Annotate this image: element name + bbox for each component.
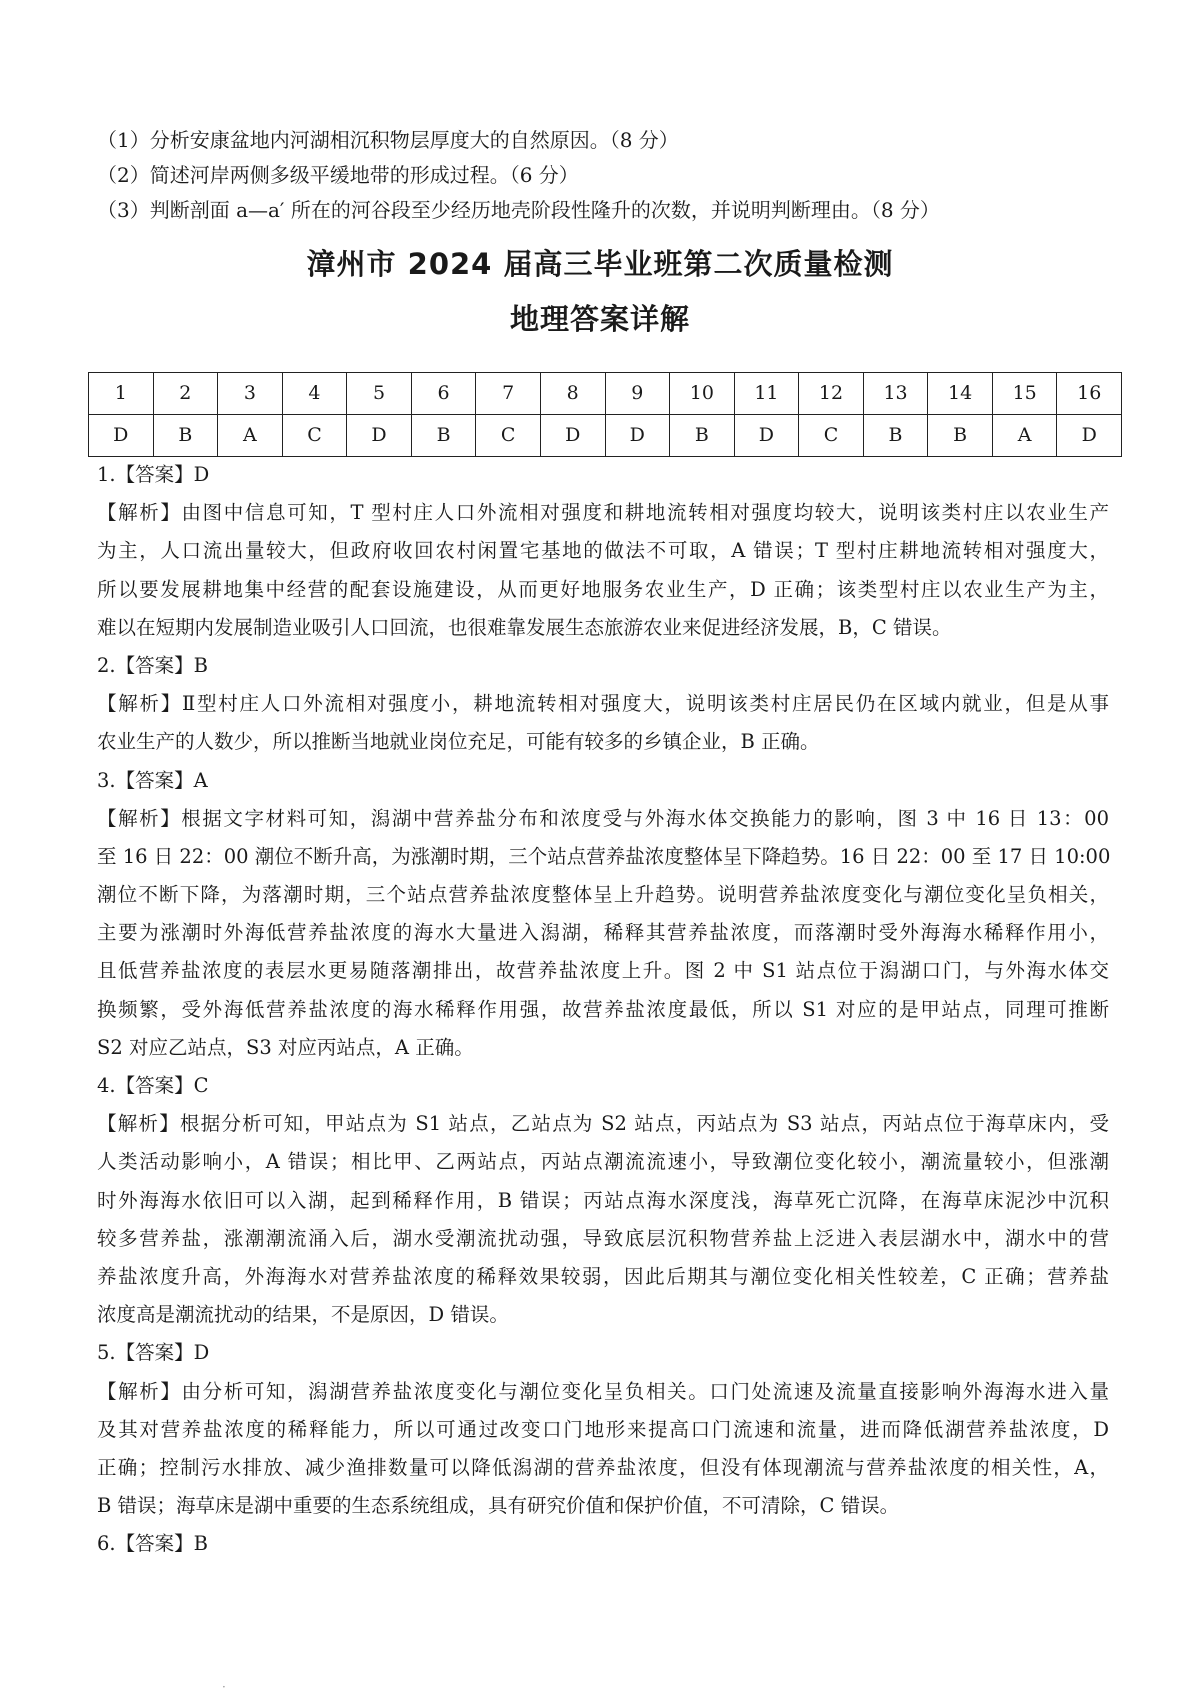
question-number-cell: 15 <box>992 373 1057 415</box>
explanation-line: 【解析】由图中信息可知，T 型村庄人口外流相对强度和耕地流转相对强度均较大，说明该类村庄以农业生产 <box>97 501 1109 525</box>
explanation-line: 【解析】Ⅱ型村庄人口外流相对强度小，耕地流转相对强度大，说明该类村庄居民仍在区域内就业，但是从事 <box>97 692 1109 716</box>
exam-title: 漳州市 2024 届高三毕业班第二次质量检测 <box>306 247 894 281</box>
question-number-cell: 16 <box>1057 373 1122 415</box>
explanation-line: 较多营养盐，涨潮潮流涌入后，湖水受潮流扰动强，导致底层沉积物营养盐上泛进入表层湖水中，湖水中的营 <box>97 1226 1109 1250</box>
question-number-cell: 5 <box>347 373 412 415</box>
answer-cell: C <box>476 415 541 457</box>
question-number-cell: 1 <box>89 373 154 415</box>
answer-cell: B <box>863 415 928 457</box>
answer-label: 1.【答案】D <box>97 463 210 486</box>
explanation-line: 且低营养盐浓度的表层水更易随落潮排出，故营养盐浓度上升。图 2 中 S1 站点位于潟湖口门，与外海水体交 <box>97 959 1109 983</box>
explanation-line: 浓度高是潮流扰动的结果，不是原因，D 错误。 <box>97 1303 509 1327</box>
explanation-line: 主要为涨潮时外海低营养盐浓度的海水大量进入潟湖，稀释其营养盐浓度，而落潮时受外海海水稀释作用小， <box>97 921 1109 945</box>
question-number-cell: 9 <box>605 373 670 415</box>
question-1: （1）分析安康盆地内河湖相沉积物层厚度大的自然原因。（8 分） <box>97 128 679 152</box>
answer-cell: D <box>605 415 670 457</box>
answer-label: 2.【答案】B <box>97 653 208 677</box>
answer-cell: C <box>282 415 347 457</box>
question-2: （2）简述河岸两侧多级平缓地带的形成过程。（6 分） <box>97 163 579 187</box>
question-number-cell: 10 <box>670 373 735 415</box>
answer-cell: D <box>734 415 799 457</box>
explanation-line: 人类活动影响小，A 错误；相比甲、乙两站点，丙站点潮流流速小，导致潮位变化较小，潮流量较小，但涨潮 <box>97 1150 1109 1174</box>
explanation-line: 【解析】根据文字材料可知，潟湖中营养盐分布和浓度受与外海水体交换能力的影响，图 3 中 16 日 13：00 <box>97 806 1109 830</box>
explanation-line: B 错误；海草床是湖中重要的生态系统组成，具有研究价值和保护价值，不可清除，C 错误。 <box>97 1494 900 1518</box>
explanation-line: 农业生产的人数少，所以推断当地就业岗位充足，可能有较多的乡镇企业，B 正确。 <box>97 730 820 754</box>
question-number-cell: 14 <box>928 373 993 415</box>
question-number-cell: 11 <box>734 373 799 415</box>
question-number-cell: 8 <box>540 373 605 415</box>
answer-cell: D <box>89 415 154 457</box>
question-number-cell: 3 <box>218 373 283 415</box>
explanation-line: 换频繁，受外海低营养盐浓度的海水稀释作用强，故营养盐浓度最低，所以 S1 对应的是甲站点，同理可推断 <box>97 997 1109 1021</box>
answer-label: 6.【答案】B <box>97 1532 208 1556</box>
explanation-line: S2 对应乙站点，S3 对应丙站点，A 正确。 <box>97 1035 474 1059</box>
question-number-cell: 6 <box>411 373 476 415</box>
answer-label: 4.【答案】C <box>97 1074 209 1097</box>
explanation-line: 养盐浓度升高，外海海水对营养盐浓度的稀释效果较弱，因此后期其与潮位变化相关性较差，C 正确；营养盐 <box>97 1264 1109 1288</box>
answer-cell: D <box>1057 415 1122 457</box>
answer-table <box>88 372 1122 457</box>
answer-table-number-row <box>89 373 1122 415</box>
explanation-line: 所以要发展耕地集中经营的配套设施建设，从而更好地服务农业生产，D 正确；该类型村庄以农业生产为主， <box>97 577 1109 601</box>
question-number-cell: 12 <box>799 373 864 415</box>
answer-cell: B <box>411 415 476 457</box>
explanation-line: 正确；控制污水排放、减少渔排数量可以降低潟湖的营养盐浓度，但没有体现潮流与营养盐浓度的相关性，A， <box>97 1455 1109 1479</box>
explanation-line: 潮位不断下降，为落潮时期，三个站点营养盐浓度整体呈上升趋势。说明营养盐浓度变化与潮位变化呈负相关， <box>97 883 1109 907</box>
answer-cell: B <box>670 415 735 457</box>
explanation-line: 难以在短期内发展制造业吸引人口回流，也很难靠发展生态旅游农业来促进经济发展，B，C 错误。 <box>97 615 952 639</box>
explanation-line: 为主，人口流出量较大，但政府收回农村闲置宅基地的做法不可取，A 错误；T 型村庄耕地流转相对强度大， <box>97 539 1109 563</box>
question-number-cell: 13 <box>863 373 928 415</box>
explanation-line: 时外海海水依旧可以入湖，起到稀释作用，B 错误；丙站点海水深度浅，海草死亡沉降，在海草床泥沙中沉积 <box>97 1188 1109 1212</box>
answer-key-title: 地理答案详解 <box>509 302 690 336</box>
answer-cell: D <box>540 415 605 457</box>
answer-label: 3.【答案】A <box>97 768 208 792</box>
explanation-line: 至 16 日 22：00 潮位不断升高，为涨潮时期，三个站点营养盐浓度整体呈下降趋势。16 日 22：00 至 17 日 10:00 <box>97 844 1111 868</box>
footer-mark: · <box>222 1680 226 1694</box>
explanation-line: 【解析】由分析可知，潟湖营养盐浓度变化与潮位变化呈负相关。口门处流速及流量直接影响外海海水进入量 <box>97 1379 1109 1403</box>
question-3: （3）判断剖面 a—a′ 所在的河谷段至少经历地壳阶段性隆升的次数，并说明判断理由。（8 分） <box>97 198 940 222</box>
question-number-cell: 2 <box>153 373 218 415</box>
answer-label: 5.【答案】D <box>97 1341 210 1365</box>
explanations <box>97 456 1109 1563</box>
answer-cell: B <box>153 415 218 457</box>
answer-table-answer-row <box>89 415 1122 457</box>
answer-cell: A <box>992 415 1057 457</box>
question-number-cell: 4 <box>282 373 347 415</box>
explanation-line: 及其对营养盐浓度的稀释能力，所以可通过改变口门地形来提高口门流速和流量，进而降低湖营养盐浓度，D <box>97 1417 1109 1441</box>
question-number-cell: 7 <box>476 373 541 415</box>
answer-cell: A <box>218 415 283 457</box>
explanation-line: 【解析】根据分析可知，甲站点为 S1 站点，乙站点为 S2 站点，丙站点为 S3 站点，丙站点位于海草床内，受 <box>97 1112 1109 1136</box>
answer-cell: C <box>799 415 864 457</box>
answer-cell: B <box>928 415 993 457</box>
answer-cell: D <box>347 415 412 457</box>
